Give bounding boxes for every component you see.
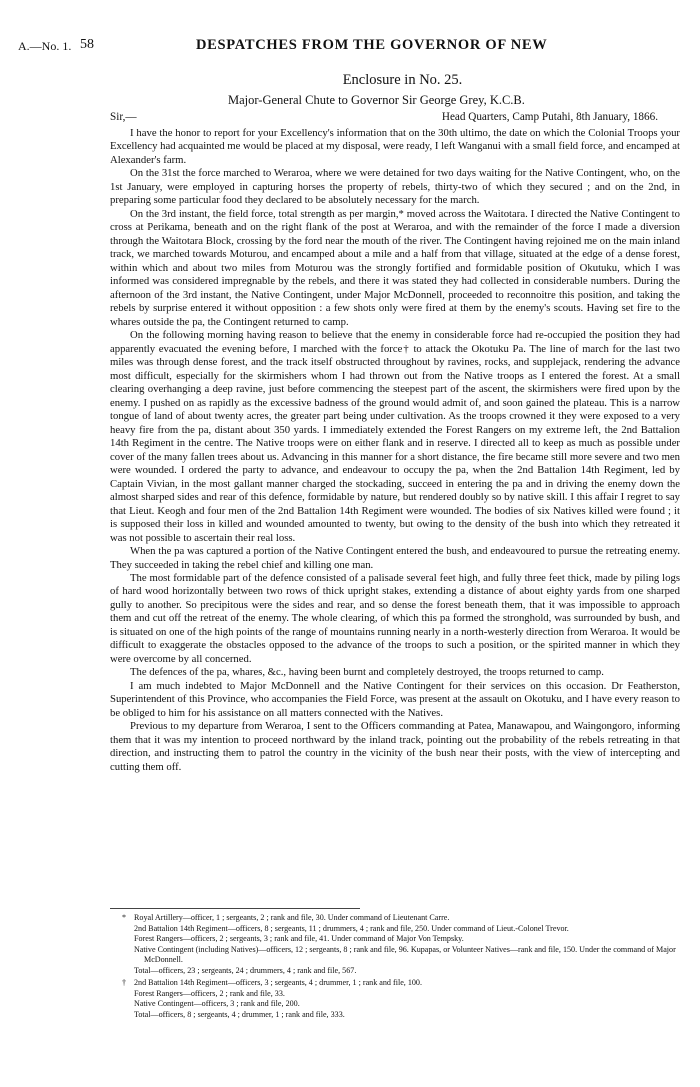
footnote-mark: *	[122, 913, 127, 922]
paragraph: When the pa was captured a portion of the Native Contingent entered the bush, and endeavoured to pursue the retreating enemy. They succeeded in taking the rebel chief and killing one man.	[110, 545, 680, 571]
footnote-line: Total—officers, 23 ; sergeants, 24 ; drummers, 4 ; rank and file, 567.	[134, 965, 357, 975]
footnote-line: Native Contingent (including Natives)—officers, 12 ; sergeants, 8 ; rank and file, 96. Kupapas, or Volunteer Natives—rank and file, 150. Under the command of Major McDonnell.	[134, 944, 676, 964]
footnote-mark: †	[122, 978, 127, 987]
paragraph: On the 3rd instant, the field force, total strength as per margin,* moved across the Waitotara. I directed the Native Contingent to cross at Perikama, beneath and on the right flank of the post at Weraroa, and with the remainder of the force I made a diversion through the Waitotara Block, crossing by the ford near the mouth of the river. The Contingent having rejoined me on the main inland track, we marched towards Moturou, and encamped about a mile and a half from that village, situated at the edge of a dense forest, within which and about two miles from Moturou was the strongly fortified and formidable position of Okutuku, which I was informed was considered impregnable by the rebels, and there it was stated they had collected in considerable numbers. During the afternoon of the 3rd instant, the Native Contingent, under Major McDonnell, proceeded to reconnoitre this position, and taking the rebels by surprise entered it without opposition : a few shots only were fired at them by the enemy's scouts. Having set fire to the whares outside the pa, the Contingent returned to camp.	[110, 207, 680, 328]
paragraph: I am much indebted to Major McDonnell and the Native Contingent for their services on this occasion. Dr Featherston, Superintendent of this Province, who accompanies the Field Force, was present at the assault on Okotuku, and I have every reason to be obliged to him for his assistance on all matters connected with the Natives.	[110, 679, 680, 719]
footnote-divider	[110, 908, 360, 909]
paragraph: On the 31st the force marched to Weraroa, where we were detained for two days waiting for the Native Contingent, who, on the 1st January, were employed in capturing horses the property of rebels, thirty-two of which they secured ; and on the 2nd, in preparing some particular food they declared to be absolutely necessary for the march.	[110, 167, 680, 207]
paragraph: On the following morning having reason to believe that the enemy in considerable force had re-occupied the position they had apparently evacuated the evening before, I marched with the force† to attack the Okotuku Pa. The line of march for the last two miles was through dense forest, and the track itself obstructed throughout by ravines, rocks, and supplejack, rendering the advance most difficult, especially for the skirmishers whom I had thrown out from the Native troops as I entered the forest. At a small clearing overhanging a deep ravine, just before commencing the steepest part of the ascent, the skirmishers were fired upon by the enemy. I pushed on as rapidly as the excessive badness of the ground would admit of, and soon gained the plateau. This is a narrow tongue of land of about twenty acres, the greater part being under cultivation. As the troops crowned it they were exposed to a very heavy fire from the pa, distant about 350 yards. I immediately extended the Forest Rangers on my extreme left, the 2nd Battalion 14th Regiment in the centre. The Native troops were on either flank and in reserve. I directed all to keep as much as possible under cover of the many fallen trees about us. Advancing in this manner for a short distance, the fire became still more severe and two men were wounded. I ordered the party to advance, and endeavour to occupy the pa, when the 2nd Battalion 14th Regiment, led by Captain Vivian, in the most gallant manner charged the stockading, succeed in entering the pa and in driving the enemy down the almost sharped sides and rear of this defence, formidable by nature, but rendered doubly so by native skill. I this affair I regret to say that Lieut. Keogh and four men of the 2nd Battalion 14th Regiment were wounded. The bodies of six Natives killed were found ; it is supposed their loss in killed and wounded amounted to twenty, but owing to the density of the bush into which they retreated it was not possible to ascertain their real loss.	[110, 329, 680, 544]
footnote-line: Forest Rangers—officers, 2 ; sergeants, 3 ; rank and file, 41. Under command of Major Von Tempsky.	[134, 934, 464, 943]
footnote-dagger	[110, 978, 685, 1020]
page-number: 58	[80, 37, 94, 52]
footnote-star	[110, 913, 685, 976]
footnotes	[110, 913, 685, 1020]
footnote-line: Total—officers, 8 ; sergeants, 4 ; drummer, 1 ; rank and file, 333.	[134, 1009, 345, 1019]
address-line: Major-General Chute to Governor Sir George Grey, K.C.B.	[228, 93, 525, 107]
letter-body	[110, 127, 680, 774]
running-title: DESPATCHES FROM THE GOVERNOR OF NEW	[196, 37, 548, 53]
footnote-line: Royal Artillery—officer, 1 ; sergeants, 2 ; rank and file, 30. Under command of Lieutenant Carre.	[134, 913, 450, 922]
page-reference: A.—No. 1.	[18, 39, 72, 53]
enclosure-heading	[0, 72, 700, 89]
paragraph: I have the honor to report for your Excellency's information that on the 30th ultimo, the date on which the Colonial Troops your Excellency had acquainted me would be placed at my disposal, were ready, I left Wanganui with a small field force, and encamped at Alexander's farm.	[110, 127, 680, 166]
footnote-line: Native Contingent—officers, 3 ; rank and file, 200.	[134, 999, 300, 1008]
paragraph: Previous to my departure from Weraroa, I sent to the Officers commanding at Patea, Manawapou, and Waingongoro, informing them that it was my intention to proceed northward by the inland track, pointing out the probability of the rebels retreating in that direction, and instructing them to patrol the country in the vicinity of the bush near their posts, with the view of intercepting and cutting them off.	[110, 720, 680, 773]
paragraph: The most formidable part of the defence consisted of a palisade several feet high, and fully three feet thick, made by piling logs of hard wood horizontally between two rows of thick upright stakes, extending a distance of about eighty yards from one sharped gully to another. So precipitous were the sides and rear, and so dense the forest beneath them, that it was impossible to approach them and cut off the retreat of the enemy. The whole clearing, of which this pa formed the stronghold, was surrounded by bush, and is situated on one of the high points of the range of mountains running nearly in a north-westerly direction from Weraroa. It would be difficult to exaggerate the obstacles opposed to the advance of the troops to such a position, or the spirited manner in which they were overcome by all concerned.	[110, 571, 680, 665]
footnote-line: 2nd Battalion 14th Regiment—officers, 3 ; sergeants, 4 ; drummer, 1 ; rank and file, 100.	[134, 978, 422, 987]
salutation: Sir,—	[110, 111, 137, 123]
footnote-line: Forest Rangers—officers, 2 ; rank and file, 33.	[134, 988, 285, 998]
paragraph: The defences of the pa, whares, &c., having been burnt and completely destroyed, the troops returned to camp.	[130, 666, 604, 679]
footnote-line: 2nd Battalion 14th Regiment—officers, 8 ; sergeants, 11 ; drummers, 4 ; rank and file, 250. Under command of Lieut.-Colonel Trevor.	[134, 923, 569, 933]
place-date: Head Quarters, Camp Putahi, 8th January, 1866.	[441, 111, 658, 123]
running-header	[0, 37, 700, 57]
enclosure-title: Enclosure in No. 25.	[342, 72, 463, 88]
